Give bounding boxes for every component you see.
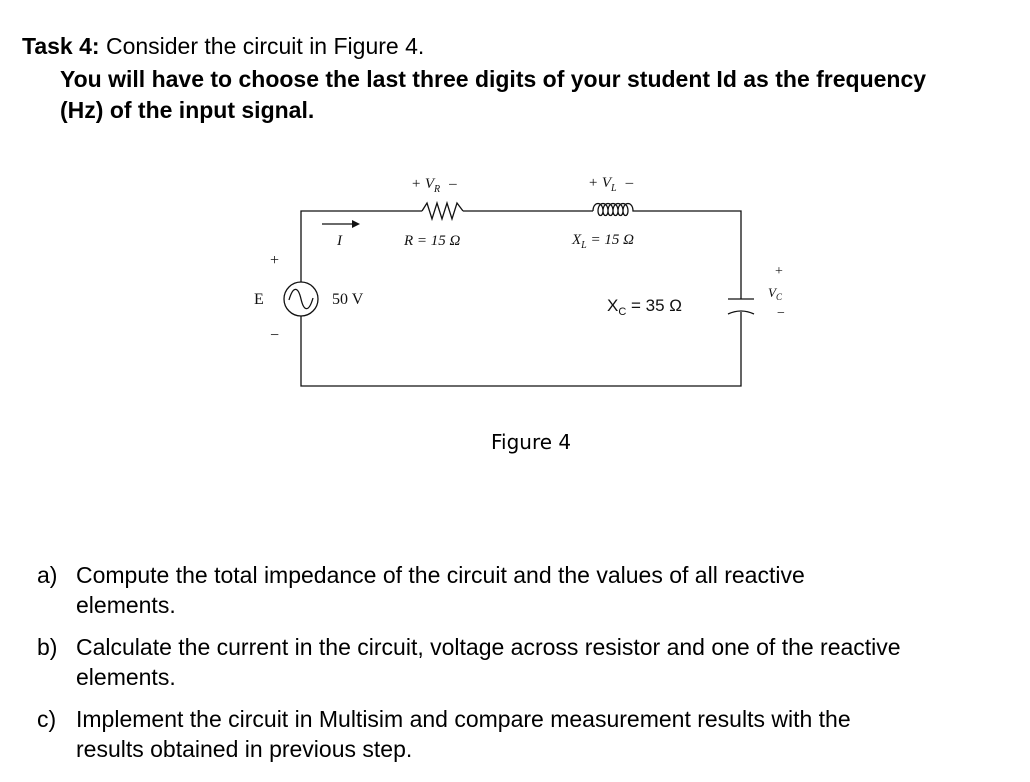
current-arrow-head <box>352 220 360 228</box>
source-plus-label: + <box>270 252 280 269</box>
resistor-value-label: R = 15 Ω <box>404 233 461 249</box>
question-text-line-1: Implement the circuit in Multisim and compare measurement results with the <box>76 706 851 732</box>
capacitor-value-label: $X_C = 35$ Ω <box>607 296 683 318</box>
wire-right-lower <box>301 312 741 386</box>
question-text <box>76 560 1022 620</box>
question-text-line-2: elements. <box>76 664 176 690</box>
source-minus-label: − <box>270 327 280 344</box>
question-label: b) <box>37 634 58 660</box>
question-text <box>76 704 1022 764</box>
task-text: Consider the circuit in Figure 4. <box>99 33 425 59</box>
inductor-value-label: $X_L = 15$ Ω <box>572 232 634 251</box>
instruction-line-1: You will have to choose the last three digits of your student Id as the frequency <box>60 66 927 92</box>
question-text-line-2: results obtained in previous step. <box>76 736 413 762</box>
resistor-symbol <box>422 203 463 219</box>
capacitor-plus-label: + <box>775 264 783 279</box>
question-text <box>76 632 1022 692</box>
question-list <box>37 560 1022 776</box>
source-value-label: 50 V <box>332 291 364 308</box>
figure-caption: Figure 4 <box>491 430 572 454</box>
question-a <box>37 560 1022 620</box>
question-label: c) <box>37 706 57 732</box>
capacitor-voltage-label: $V_C$ <box>768 285 782 302</box>
question-label: a) <box>37 562 58 588</box>
question-text-line-2: elements. <box>76 592 176 618</box>
source-name-label: E <box>254 291 264 308</box>
current-label: I <box>337 233 342 249</box>
inductor-voltage-label: + $V_L$ – <box>588 175 634 194</box>
question-c <box>37 704 1022 764</box>
wire-top-right <box>643 211 741 299</box>
capacitor-minus-label: − <box>777 306 785 321</box>
instruction-line-2: (Hz) of the input signal. <box>60 97 315 123</box>
question-text-line-1: Compute the total impedance of the circuit and the values of all reactive <box>76 562 805 588</box>
resistor-voltage-label: + $V_R$ – <box>411 176 457 195</box>
task-label: Task 4: <box>22 33 100 59</box>
question-b <box>37 632 1022 692</box>
inductor-symbol <box>593 204 643 216</box>
question-text-line-1: Calculate the current in the circuit, voltage across resistor and one of the reactive <box>76 634 901 660</box>
